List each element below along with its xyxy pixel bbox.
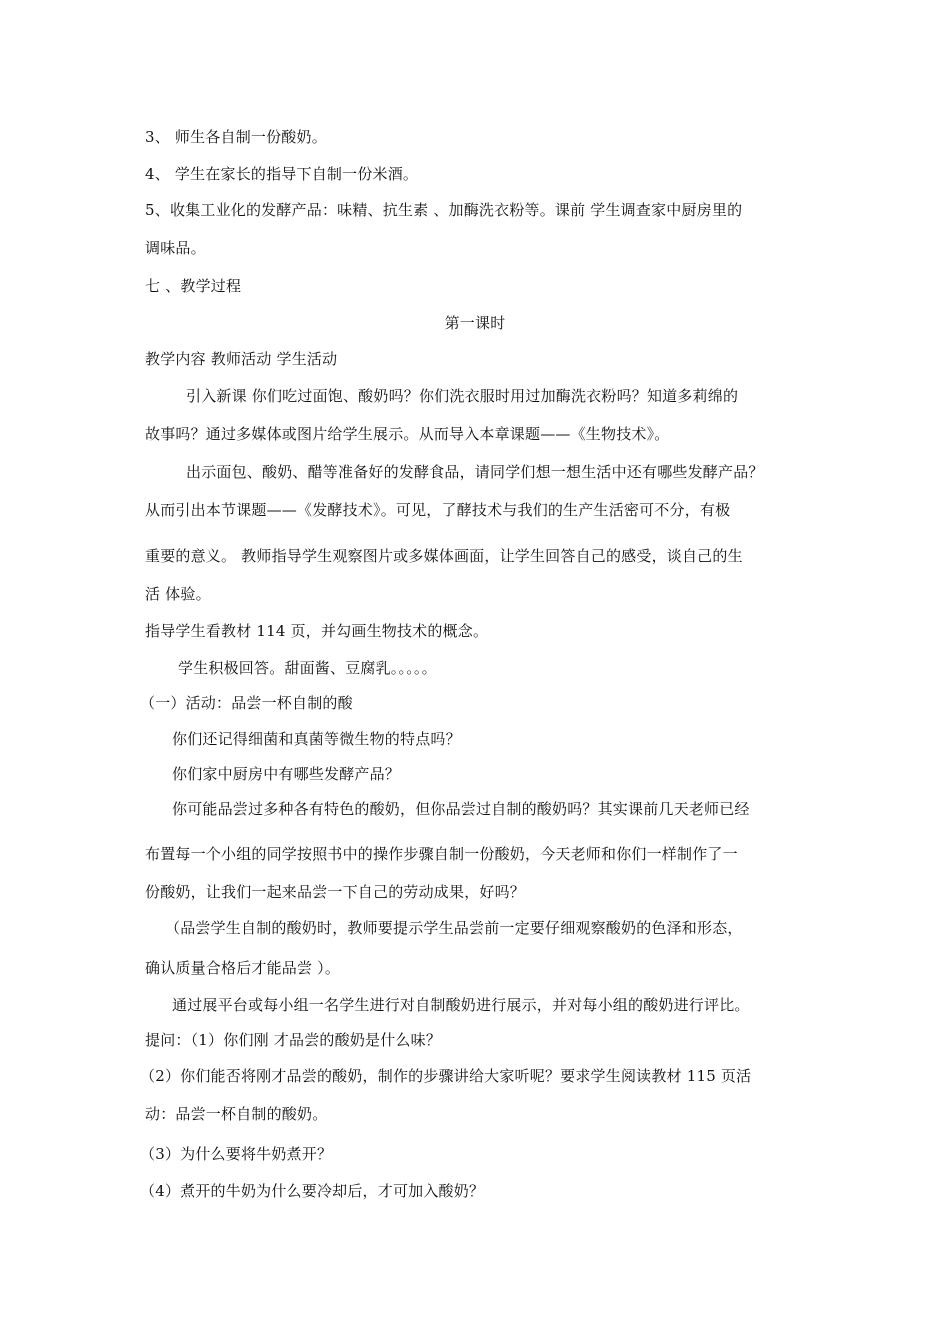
question-list-item-4: （4）煮开的牛奶为什么要冷却后，才可加入酸奶？ (140, 1182, 485, 1200)
student-answer-line: 学生积极回答。甜面酱、豆腐乳。。。。。 (178, 659, 437, 677)
paragraph-intro-line-2: 故事吗？通过多媒体或图片给学生展示。从而导入本章课题——《生物技术》。 (145, 425, 670, 443)
lesson-title: 第一课时 (444, 314, 506, 332)
paragraph-show-line-4: 活 体验。 (145, 585, 211, 603)
paragraph-taste-line-3: 份酸奶，让我们一起来品尝一下自己的劳动成果，好吗？ (145, 883, 526, 901)
paragraph-show-line-2: 从而引出本节课题——《发酵技术》。可见，了酵技术与我们的生产生活密可不分，有极 (145, 501, 731, 519)
activity-heading: （一）活动：品尝一杯自制的酸 (140, 694, 353, 712)
text-line-item-5: 5、收集工业化的发酵产品：味精、抗生素 、加酶洗衣粉等。课前 学生调查家中厨房里的 (145, 201, 743, 219)
question-list-item-2-cont: 动：品尝一杯自制的酸奶。 (145, 1105, 328, 1123)
section-heading-teaching-process: 七 、教学过程 (145, 277, 242, 295)
question-line-2: 你们家中厨房中有哪些发酵产品？ (172, 765, 401, 783)
paragraph-note-line-2: 确认质量合格后才能品尝 ）。 (145, 959, 341, 977)
paragraph-note-line-1: （品尝学生自制的酸奶时，教师要提示学生品尝前一定要仔细观察酸奶的色泽和形态， (165, 919, 743, 937)
paragraph-taste-line-1: 你可能品尝过多种各有特色的酸奶，但你品尝过自制的酸奶吗？其实课前几天老师已经 (172, 800, 750, 818)
question-list-item-2: （2）你们能否将刚才品尝的酸奶，制作的步骤讲给大家听呢？要求学生阅读教材 115 页活 (140, 1067, 752, 1085)
paragraph-taste-line-2: 布置每一个小组的同学按照书中的操作步骤自制一份酸奶，今天老师和你们一样制作了一 (145, 845, 738, 863)
question-list-item-3: （3）为什么要将牛奶煮开？ (140, 1145, 333, 1163)
question-list-item-1: 提问：（1）你们刚 才品尝的酸奶是什么味？ (145, 1031, 442, 1049)
paragraph-show-line-1: 出示面包、酸奶、醋等准备好的发酵食品，请同学们想一想生活中还有哪些发酵产品？ (186, 463, 764, 481)
text-line-item-5-cont: 调味品。 (145, 239, 206, 257)
paragraph-intro-line-1: 引入新课 你们吃过面饱、酸奶吗？你们洗衣服时用过加酶洗衣粉吗？知道多莉绵的 (186, 387, 739, 405)
instruction-line: 指导学生看教材 114 页，并勾画生物技术的概念。 (145, 622, 489, 640)
question-line-1: 你们还记得细菌和真菌等微生物的特点吗？ (172, 730, 461, 748)
text-line-item-3: 3、 师生各自制一份酸奶。 (145, 128, 327, 146)
table-header-line: 教学内容 教师活动 学生活动 (145, 350, 338, 368)
paragraph-show-line-3: 重要的意义。 教师指导学生观察图片或多媒体画面，让学生回答自己的感受，谈自己的生 (145, 547, 743, 565)
paragraph-display-line: 通过展平台或每小组一名学生进行对自制酸奶进行展示，并对每小组的酸奶进行评比。 (172, 996, 750, 1014)
text-line-item-4: 4、 学生在家长的指导下自制一份米酒。 (145, 165, 419, 183)
